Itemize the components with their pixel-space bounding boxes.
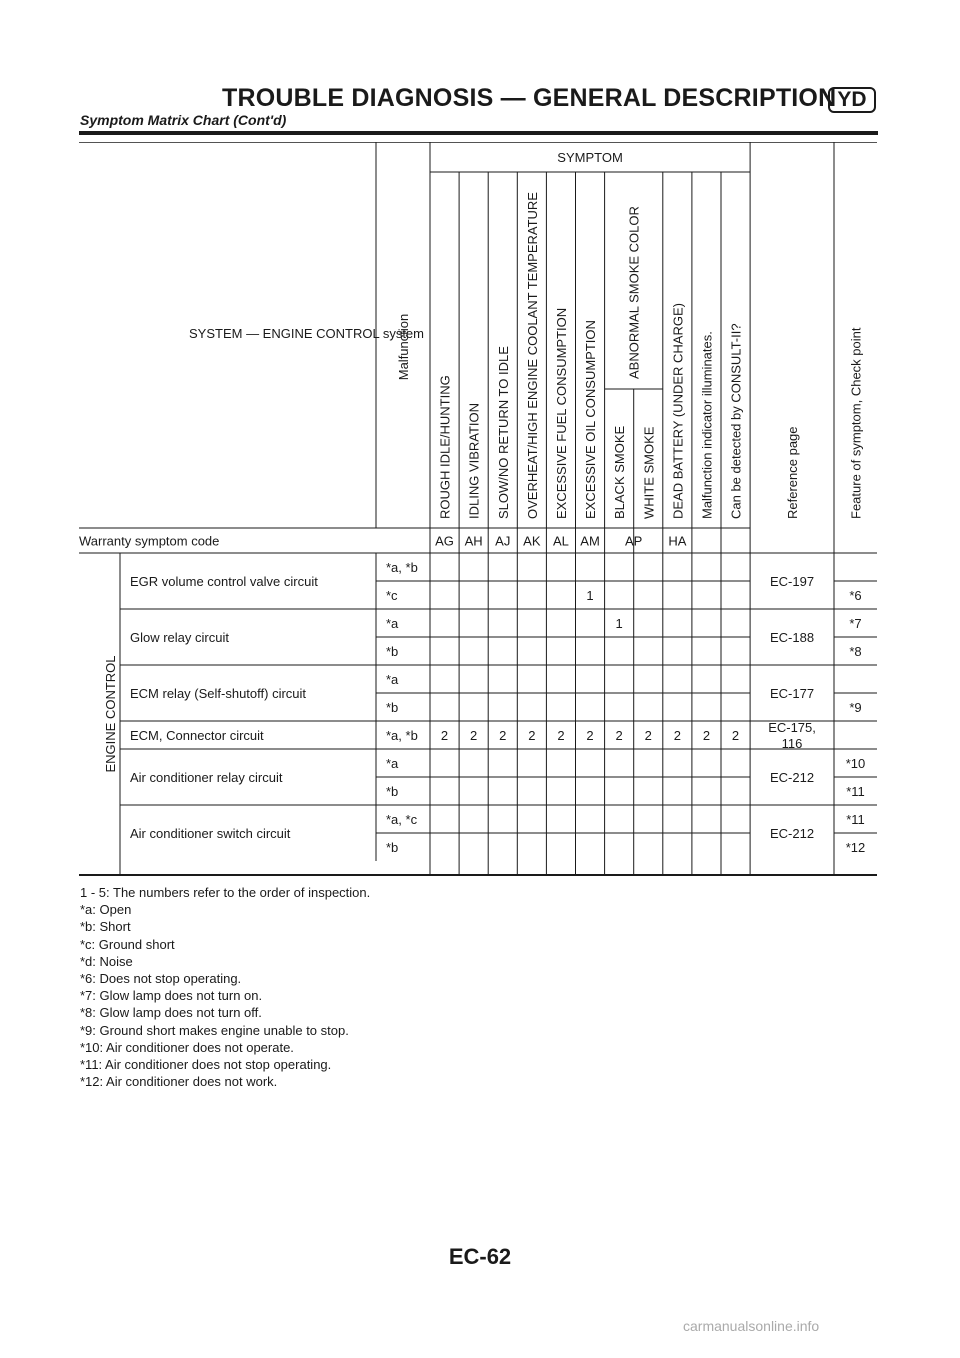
feature-note-ref: *10 [845, 756, 866, 771]
note-line: *7: Glow lamp does not turn on. [80, 988, 263, 1004]
note-line: *c: Ground short [80, 936, 175, 952]
warranty-code: HA [668, 533, 687, 549]
warranty-label: Warranty symptom code [79, 533, 220, 549]
reference-page-value: EC-175, [768, 720, 816, 735]
note-line: *9: Ground short makes engine unable to stop. [80, 1022, 349, 1038]
feature-note-ref: *7 [849, 616, 862, 631]
note-line: *b: Short [80, 919, 131, 935]
note-line: *10: Air conditioner does not operate. [80, 1039, 294, 1055]
malfunction-header: Malfunction [396, 313, 411, 381]
system-row-name: Air conditioner switch circuit [130, 826, 291, 841]
reference-page-value: EC-197 [770, 574, 815, 589]
system-row-name: ECM relay (Self-shutoff) circuit [130, 686, 307, 701]
notes-list [80, 884, 370, 1090]
note-line: *6: Does not stop operating. [80, 971, 242, 987]
watermark: carmanualsonline.info [683, 1318, 820, 1334]
inspection-order-value: 2 [440, 728, 449, 743]
feature-note-ref: *8 [849, 644, 862, 659]
feature-note-ref: *6 [849, 588, 862, 603]
reference-page-value: EC-212 [770, 770, 815, 785]
malfunction-type: *b [386, 784, 399, 799]
inspection-order-value: 1 [586, 588, 594, 603]
symptom-column-header: OVERHEAT/HIGH ENGINE COOLANT TEMPERATURE [524, 192, 540, 519]
engine-badge: YD [828, 87, 876, 113]
system-row-name: EGR volume control valve circuit [130, 574, 318, 589]
feature-note-ref: *12 [845, 840, 866, 855]
malfunction-type: *a [386, 616, 399, 631]
section-label-engine-control: ENGINE CONTROL [103, 655, 118, 773]
inspection-order-value: 2 [528, 728, 536, 743]
symptom-column-header: BLACK SMOKE [612, 425, 628, 519]
inspection-order-value: 2 [557, 728, 565, 743]
inspection-order-value: 1 [615, 616, 623, 631]
malfunction-type: *a [386, 756, 399, 771]
warranty-code: AH [464, 533, 483, 549]
reference-page-value: 116 [781, 736, 803, 751]
inspection-order-value: 2 [615, 728, 623, 743]
symptom-column-header: SLOW/NO RETURN TO IDLE [495, 346, 511, 519]
inspection-order-value: 2 [702, 728, 711, 743]
abnormal-smoke-group-header: ABNORMAL SMOKE COLOR [626, 206, 642, 379]
symptom-column-header: WHITE SMOKE [641, 426, 657, 519]
malfunction-type: *a, *c [386, 812, 418, 827]
note-line: 1 - 5: The numbers refer to the order of inspection. [80, 885, 371, 900]
warranty-code: AG [435, 533, 454, 549]
reference-page-value: EC-177 [770, 686, 815, 701]
malfunction-type: *a, *b [386, 728, 418, 743]
system-row-name: Glow relay circuit [130, 630, 229, 645]
system-row-name: Air conditioner relay circuit [130, 770, 283, 785]
reference-page-header: Reference page [785, 426, 801, 519]
reference-page-value: EC-188 [770, 630, 815, 645]
malfunction-type: *b [386, 644, 399, 659]
symptom-column-header: DEAD BATTERY (UNDER CHARGE) [670, 303, 686, 519]
feature-note-ref: *11 [846, 784, 865, 799]
malfunction-type: *a, *b [386, 560, 418, 575]
symptom-column-header: Can be detected by CONSULT-II? [728, 323, 744, 519]
page-subtitle: Symptom Matrix Chart (Cont'd) [80, 112, 287, 128]
reference-page-value: EC-212 [770, 826, 815, 841]
feature-note-ref: *11 [846, 812, 865, 827]
symptom-column-header: IDLING VIBRATION [466, 402, 482, 519]
warranty-code: AL [552, 533, 569, 549]
page-title: TROUBLE DIAGNOSIS — GENERAL DESCRIPTION [222, 84, 837, 112]
note-line: *a: Open [80, 902, 132, 918]
system-header: SYSTEM — ENGINE CONTROL system [189, 326, 424, 341]
malfunction-type: *a [386, 672, 399, 687]
malfunction-type: *c [386, 588, 398, 603]
warranty-code: AJ [495, 533, 511, 549]
note-line: *8: Glow lamp does not turn off. [80, 1005, 262, 1021]
warranty-code: AK [523, 533, 541, 549]
inspection-order-value: 2 [644, 728, 652, 743]
inspection-order-value: 2 [499, 728, 507, 743]
inspection-order-value: 2 [586, 728, 594, 743]
inspection-order-value: 2 [731, 728, 740, 743]
warranty-code: AP [625, 533, 643, 549]
symptom-column-header: EXCESSIVE FUEL CONSUMPTION [553, 307, 569, 519]
symptom-header: SYMPTOM [557, 150, 623, 165]
inspection-order-value: 2 [470, 728, 478, 743]
symptom-column-header: EXCESSIVE OIL CONSUMPTION [583, 320, 599, 519]
malfunction-type: *b [386, 700, 399, 715]
feature-header: Feature of symptom, Check point [848, 327, 864, 519]
feature-note-ref: *9 [849, 700, 862, 715]
note-line: *12: Air conditioner does not work. [80, 1074, 278, 1090]
symptom-column-header: Malfunction indicator illuminates. [699, 331, 715, 519]
malfunction-type: *b [386, 840, 399, 855]
inspection-order-value: 2 [673, 728, 681, 743]
symptom-column-header: ROUGH IDLE/HUNTING [437, 375, 453, 519]
warranty-code: AM [580, 533, 600, 549]
note-line: *d: Noise [80, 953, 133, 969]
note-line: *11: Air conditioner does not stop operating. [80, 1057, 332, 1073]
header-rule [79, 131, 878, 135]
symptom-matrix-table [79, 142, 879, 882]
page-number: EC-62 [448, 1244, 512, 1269]
system-row-name: ECM, Connector circuit [130, 728, 264, 743]
